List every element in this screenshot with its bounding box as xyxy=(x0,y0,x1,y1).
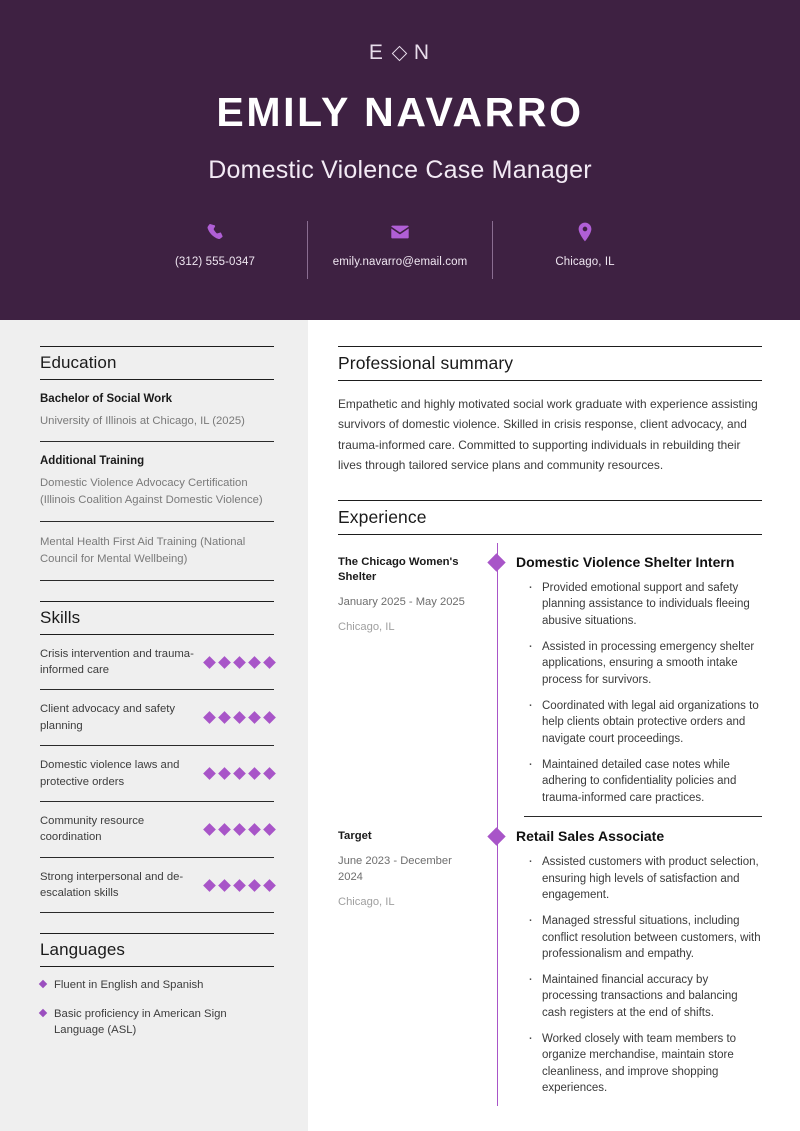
contact-email-value: emily.navarro@email.com xyxy=(332,256,468,269)
rating-diamond-filled xyxy=(248,656,261,669)
skill-rating xyxy=(205,658,274,667)
section-languages xyxy=(40,933,274,1038)
diamond-bullet-icon xyxy=(39,980,47,988)
rating-diamond-filled xyxy=(203,656,216,669)
experience-bullets xyxy=(516,580,762,806)
section-skills xyxy=(40,601,274,914)
monogram-logo xyxy=(40,38,760,68)
section-education xyxy=(40,346,274,581)
language-item xyxy=(40,977,274,993)
rating-diamond-filled xyxy=(248,823,261,836)
section-heading-summary: Professional summary xyxy=(338,346,762,381)
resume-header xyxy=(0,0,800,320)
experience-detail xyxy=(508,817,762,1106)
experience-bullet: · Maintained financial accuracy by processing transactions and balancing cash registers at the end of shifts. xyxy=(526,972,762,1021)
experience-bullet: · Coordinated with legal aid organizations to help clients obtain protective orders and navigate court proceedings. xyxy=(526,698,762,747)
experience-meta xyxy=(338,817,486,1106)
rating-diamond-filled xyxy=(248,711,261,724)
candidate-job-title: Domestic Violence Case Manager xyxy=(208,156,592,185)
rating-diamond-filled xyxy=(218,711,231,724)
skill-label: Domestic violence laws and protective orders xyxy=(40,759,180,788)
experience-location: Chicago, IL xyxy=(338,621,395,634)
monogram-initial-last: N xyxy=(413,41,432,64)
rating-diamond-filled xyxy=(263,656,276,669)
rating-diamond-filled xyxy=(218,823,231,836)
education-school: Mental Health First Aid Training (National Council for Mental Wellbeing) xyxy=(40,535,246,565)
experience-job xyxy=(338,817,762,1106)
skill-label: Community resource coordination xyxy=(40,814,145,844)
section-experience xyxy=(338,500,762,1107)
experience-company: Target xyxy=(338,830,372,842)
sidebar-column xyxy=(0,320,308,1131)
envelope-icon xyxy=(389,219,411,245)
experience-bullet: · Managed stressful situations, including conflict resolution between customers, with professionalism and empathy. xyxy=(526,913,762,962)
contact-location[interactable] xyxy=(493,219,677,285)
summary-text: Empathetic and highly motivated social work graduate with experience assisting survivors of domestic violence. Skilled in crisis response, client advocacy, and trauma-informed care. Committed to supporting individuals in rebuilding their lives through tailored service plans and community resources. xyxy=(338,397,758,473)
rating-diamond-filled xyxy=(233,656,246,669)
experience-dates: June 2023 - December 2024 xyxy=(338,854,452,883)
phone-icon xyxy=(205,219,225,245)
languages-list xyxy=(40,967,274,1038)
experience-bullets xyxy=(516,854,762,1096)
section-heading-languages: Languages xyxy=(40,933,274,967)
rating-diamond-filled xyxy=(218,767,231,780)
experience-role: Retail Sales Associate xyxy=(516,828,665,844)
candidate-name: EMILY NAVARRO xyxy=(216,89,584,135)
language-item xyxy=(40,1006,274,1039)
experience-bullet: · Assisted in processing emergency shelter applications, ensuring a smooth intake process for survivors. xyxy=(526,639,762,688)
diamond-bullet-icon xyxy=(39,1009,47,1017)
experience-bullet: · Provided emotional support and safety planning assistance to individuals fleeing abusive situations. xyxy=(526,580,762,629)
rating-diamond-filled xyxy=(233,879,246,892)
section-heading-skills: Skills xyxy=(40,601,274,635)
skill-label: Crisis intervention and trauma-informed care xyxy=(40,647,194,677)
education-school: University of Illinois at Chicago, IL (2025) xyxy=(40,414,245,427)
education-degree: Additional Training xyxy=(40,455,145,468)
skill-rating xyxy=(205,881,274,890)
section-professional-summary xyxy=(338,346,762,480)
section-heading-experience: Experience xyxy=(338,500,762,535)
location-pin-icon xyxy=(576,219,594,245)
contact-phone[interactable] xyxy=(123,219,307,285)
rating-diamond-filled xyxy=(248,767,261,780)
contact-email[interactable] xyxy=(308,219,492,285)
main-column xyxy=(308,320,800,1131)
experience-job xyxy=(338,543,762,817)
rating-diamond-filled xyxy=(233,823,246,836)
skill-rating xyxy=(205,713,274,722)
rating-diamond-filled xyxy=(233,711,246,724)
rating-diamond-filled xyxy=(233,767,246,780)
skill-row xyxy=(40,858,274,914)
experience-location: Chicago, IL xyxy=(338,896,395,909)
timeline-diamond-icon xyxy=(487,553,505,571)
experience-meta xyxy=(338,543,486,817)
contact-location-value: Chicago, IL xyxy=(555,256,615,269)
rating-diamond-filled xyxy=(248,879,261,892)
education-entry xyxy=(40,380,274,442)
timeline-rail xyxy=(486,817,508,1106)
rating-diamond-filled xyxy=(203,711,216,724)
contact-bar xyxy=(40,219,760,285)
section-heading-education: Education xyxy=(40,346,274,380)
rating-diamond-filled xyxy=(263,879,276,892)
skill-label: Strong interpersonal and de-escalation skills xyxy=(40,870,184,900)
education-entry xyxy=(40,442,274,521)
rating-diamond-filled xyxy=(263,823,276,836)
resume-body xyxy=(0,320,800,1131)
experience-timeline xyxy=(338,535,762,1107)
rating-diamond-filled xyxy=(203,879,216,892)
rating-diamond-filled xyxy=(203,767,216,780)
experience-role: Domestic Violence Shelter Intern xyxy=(516,553,735,570)
education-degree: Bachelor of Social Work xyxy=(40,393,173,405)
rating-diamond-filled xyxy=(263,711,276,724)
timeline-line xyxy=(497,817,499,1106)
experience-dates: January 2025 - May 2025 xyxy=(338,596,465,609)
skill-row xyxy=(40,746,274,802)
rating-diamond-filled xyxy=(218,656,231,669)
experience-bullet: · Assisted customers with product selection, ensuring high levels of satisfaction and engagement. xyxy=(526,854,762,903)
rating-diamond-filled xyxy=(263,767,276,780)
timeline-line xyxy=(497,543,499,817)
skill-row xyxy=(40,690,274,746)
rating-diamond-filled xyxy=(218,879,231,892)
timeline-diamond-icon xyxy=(487,827,505,845)
diamond-outline-icon xyxy=(392,45,408,61)
language-label: Fluent in English and Spanish xyxy=(54,979,204,992)
experience-bullet: · Maintained detailed case notes while adhering to confidentiality policies and trauma-informed care practices. xyxy=(526,757,762,806)
education-entry xyxy=(40,522,274,581)
monogram-initial-first: E xyxy=(368,41,385,64)
education-school: Domestic Violence Advocacy Certification (Illinois Coalition Against Domestic Violence) xyxy=(40,476,263,506)
rating-diamond-filled xyxy=(203,823,216,836)
skill-row xyxy=(40,635,274,691)
skill-rating xyxy=(205,769,274,778)
skill-rating xyxy=(205,825,274,834)
skill-label: Client advocacy and safety planning xyxy=(40,703,176,732)
skill-row xyxy=(40,802,274,858)
experience-detail xyxy=(508,543,762,817)
timeline-rail xyxy=(486,543,508,817)
experience-bullet: · Worked closely with team members to organize merchandise, maintain store cleanliness, and improve shopping experiences. xyxy=(526,1031,762,1096)
experience-company: The Chicago Women's Shelter xyxy=(338,555,459,584)
contact-phone-value: (312) 555-0347 xyxy=(174,256,256,269)
language-label: Basic proficiency in American Sign Language (ASL) xyxy=(54,1007,227,1037)
